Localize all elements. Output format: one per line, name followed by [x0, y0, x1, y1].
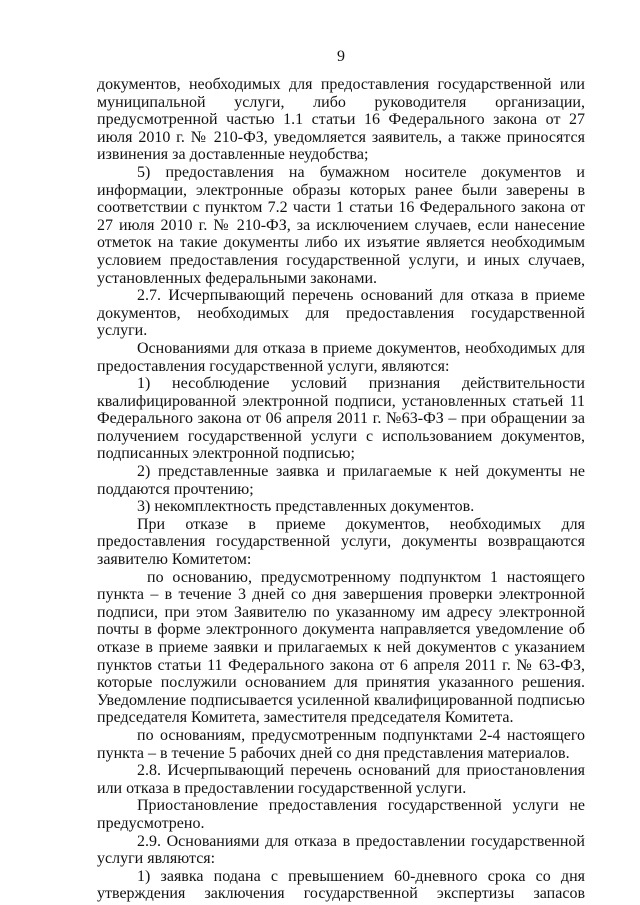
- paragraph: Приостановление предоставления государственной услуги не предусмотрено.: [97, 797, 585, 832]
- paragraph: 2.8. Исчерпывающий перечень оснований для приостановления или отказа в предоставлении государственной услуги.: [97, 762, 585, 797]
- paragraph: 5) предоставления на бумажном носителе документов и информации, электронные образы которых ранее были заверены в соответствии с пунктом 7.2 части 1 статьи 16 Федерального закона от 27 июля 2010 г. № 210-ФЗ, за исключением случаев, если нанесение отметок на такие документы либо их изъятие является необходимым условием предоставления государственной услуги, и иных случаев, установленных федеральными законами.: [97, 163, 585, 287]
- paragraph: 2.7. Исчерпывающий перечень оснований для отказа в приеме документов, необходимых для предоставления государственной услуги.: [97, 287, 585, 340]
- paragraph: 2.9. Основаниями для отказа в предоставлении государственной услуги являются:: [97, 832, 585, 868]
- document-body: [97, 76, 585, 903]
- paragraph: 2) представленные заявка и прилагаемые к ней документы не поддаются прочтению;: [97, 463, 585, 498]
- paragraph: Основаниями для отказа в приеме документов, необходимых для предоставления государственной услуги, являются:: [97, 339, 585, 375]
- paragraph: 1) заявка подана с превышением 60-дневного срока со дня утверждения заключения государственной экспертизы запасов: [97, 867, 585, 903]
- paragraph: При отказе в приеме документов, необходимых для предоставления государственной услуги, документы возвращаются заявителю Комитетом:: [97, 515, 585, 569]
- paragraph: 1) несоблюдение условий признания действительности квалифицированной электронной подписи, установленных статьей 11 Федерального закона от 06 апреля 2011 г. №63-ФЗ – при обращении за получением государственной услуги с использованием документов, подписанных электронной подписью;: [97, 375, 585, 463]
- page-number: 9: [337, 48, 345, 65]
- paragraph: по основаниям, предусмотренным подпунктами 2-4 настоящего пункта – в течение 5 рабочих дней со дня представления материалов.: [97, 726, 585, 762]
- paragraph: документов, необходимых для предоставления государственной или муниципальной услуги, либо руководителя организации, предусмотренной частью 1.1 статьи 16 Федерального закона от 27 июля 2010 г. № 210-ФЗ, уведомляется заявитель, а также приносятся извинения за доставленные неудобства;: [97, 76, 585, 164]
- paragraph: по основанию, предусмотренному подпунктом 1 настоящего пункта – в течение 3 дней со дня завершения проверки электронной подписи, при этом Заявителю по указанному им адресу электронной почты в форме электронного документа направляется уведомление об отказе в приеме заявки и прилагаемых к ней документов с указанием пунктов статьи 11 Федерального закона от 6 апреля 2011 г. № 63-ФЗ, которые послужили основанием для принятия указанного решения. Уведомление подписывается усиленной квалифицированной подписью председателя Комитета, заместителя председателя Комитета.: [97, 568, 585, 727]
- paragraph: 3) некомплектность представленных документов.: [137, 498, 475, 516]
